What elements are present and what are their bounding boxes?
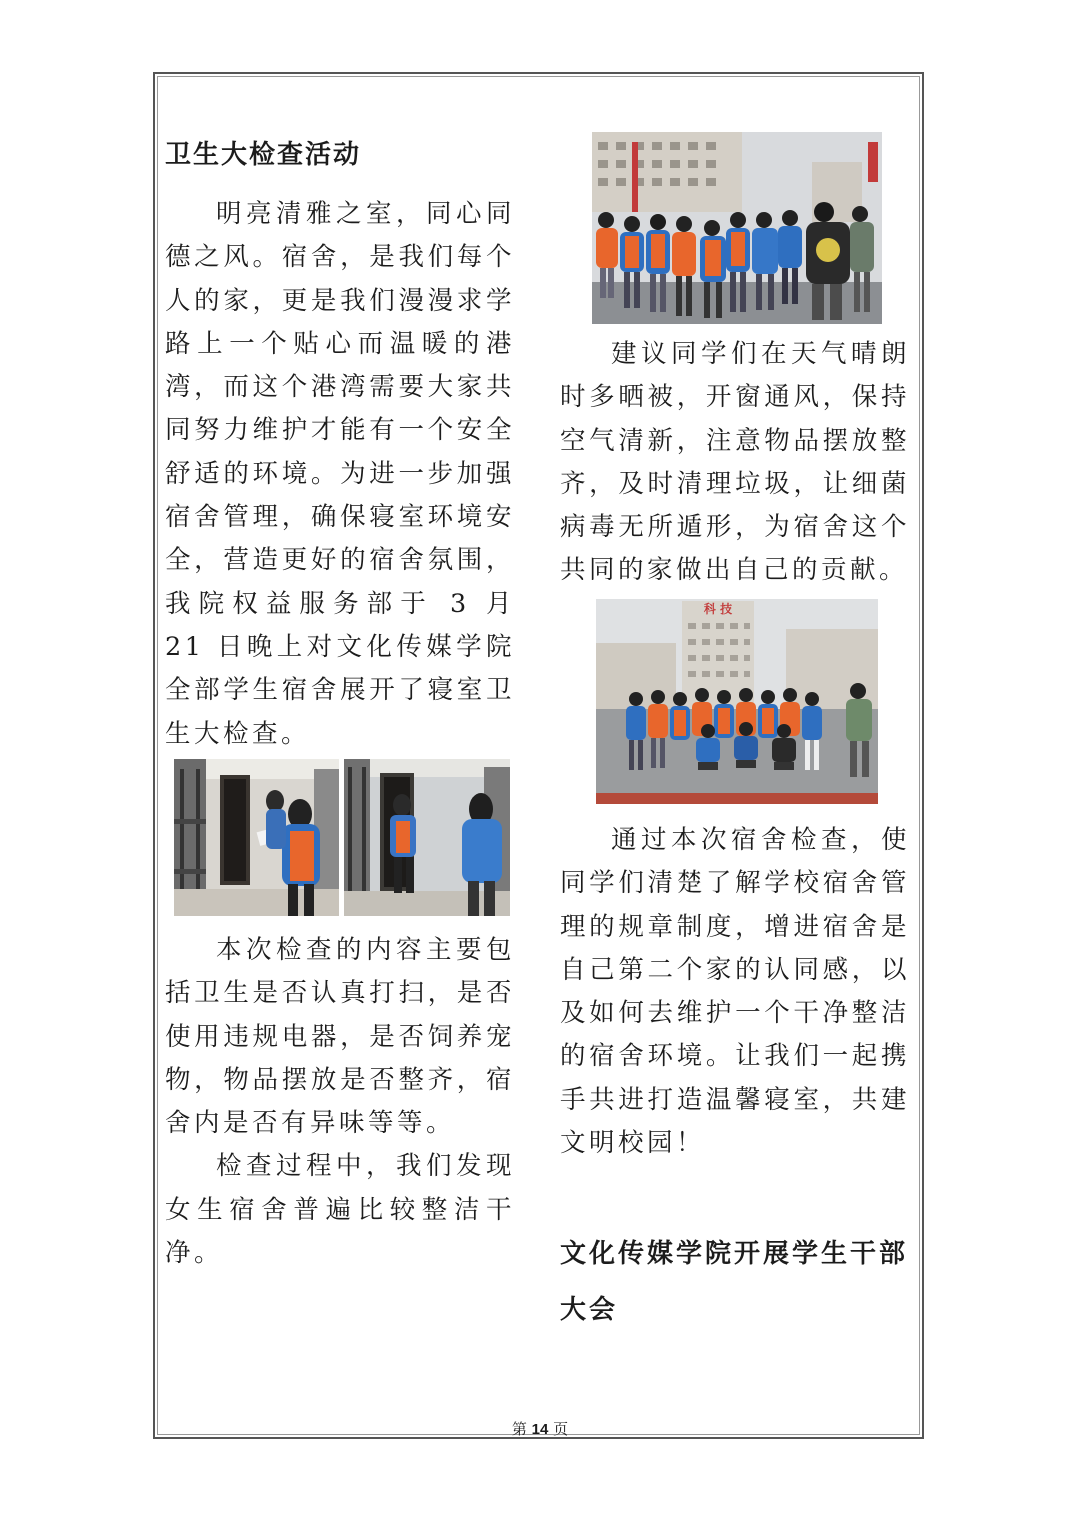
- group-photo-2: [596, 599, 878, 804]
- next-article-heading: 文化传媒学院开展学生干部大会: [560, 1239, 909, 1325]
- conclusion-paragraph: 通过本次宿舍检查，使同学们清楚了解学校宿舍管理的规章制度，增进宿舍是自己第二个家的认同感，以及如何去维护一个干净整洁的宿舍环境。让我们一起携手共进打造温馨寝室，共建文明校园！: [560, 825, 910, 1159]
- left-column-lower: [165, 929, 515, 1275]
- inspection-content-paragraph: 本次检查的内容主要包括卫生是否认真打扫，是否使用违规电器，是否饲养宠物，物品摆放是否整齐，宿舍内是否有异味等等。: [165, 935, 515, 1139]
- advice-paragraph: 建议同学们在天气晴朗时多晒被，开窗通风，保持空气清新，注意物品摆放整齐，及时清理垃圾，让细菌病毒无所遁形，为宿舍这个共同的家做出自己的贡献。: [560, 339, 910, 586]
- page-number: 14: [531, 1421, 549, 1438]
- intro-paragraph: 明亮清雅之室，同心同德之风。宿舍，是我们每个人的家，更是我们漫漫求学路上一个贴心而温暖的港湾，而这个港湾需要大家共同努力维护才能有一个安全舒适的环境。为进一步加强宿舍管理，确保寝室环境安全，营造更好的宿舍氛围，我院权益服务部于 3 月 21 日晚上对文化传媒学院全部学生宿舍展开了寝室卫生大检查。: [165, 199, 515, 749]
- left-column: [165, 135, 515, 756]
- dorm-photo-2: [344, 759, 510, 916]
- right-column-lower: [560, 819, 910, 1165]
- right-column-upper: [560, 333, 910, 593]
- inspection-result-paragraph: 检查过程中，我们发现女生宿舍普遍比较整洁干净。: [165, 1151, 515, 1269]
- building-sign: 科 技: [703, 602, 733, 616]
- next-article: [560, 1226, 920, 1338]
- page-suffix: 页: [553, 1420, 569, 1438]
- page-footer: [0, 1418, 1080, 1439]
- dorm-photo-1: [174, 759, 339, 916]
- page-prefix: 第: [511, 1420, 527, 1438]
- section-heading: 卫生大检查活动: [165, 140, 362, 170]
- group-photo-1: [592, 132, 882, 324]
